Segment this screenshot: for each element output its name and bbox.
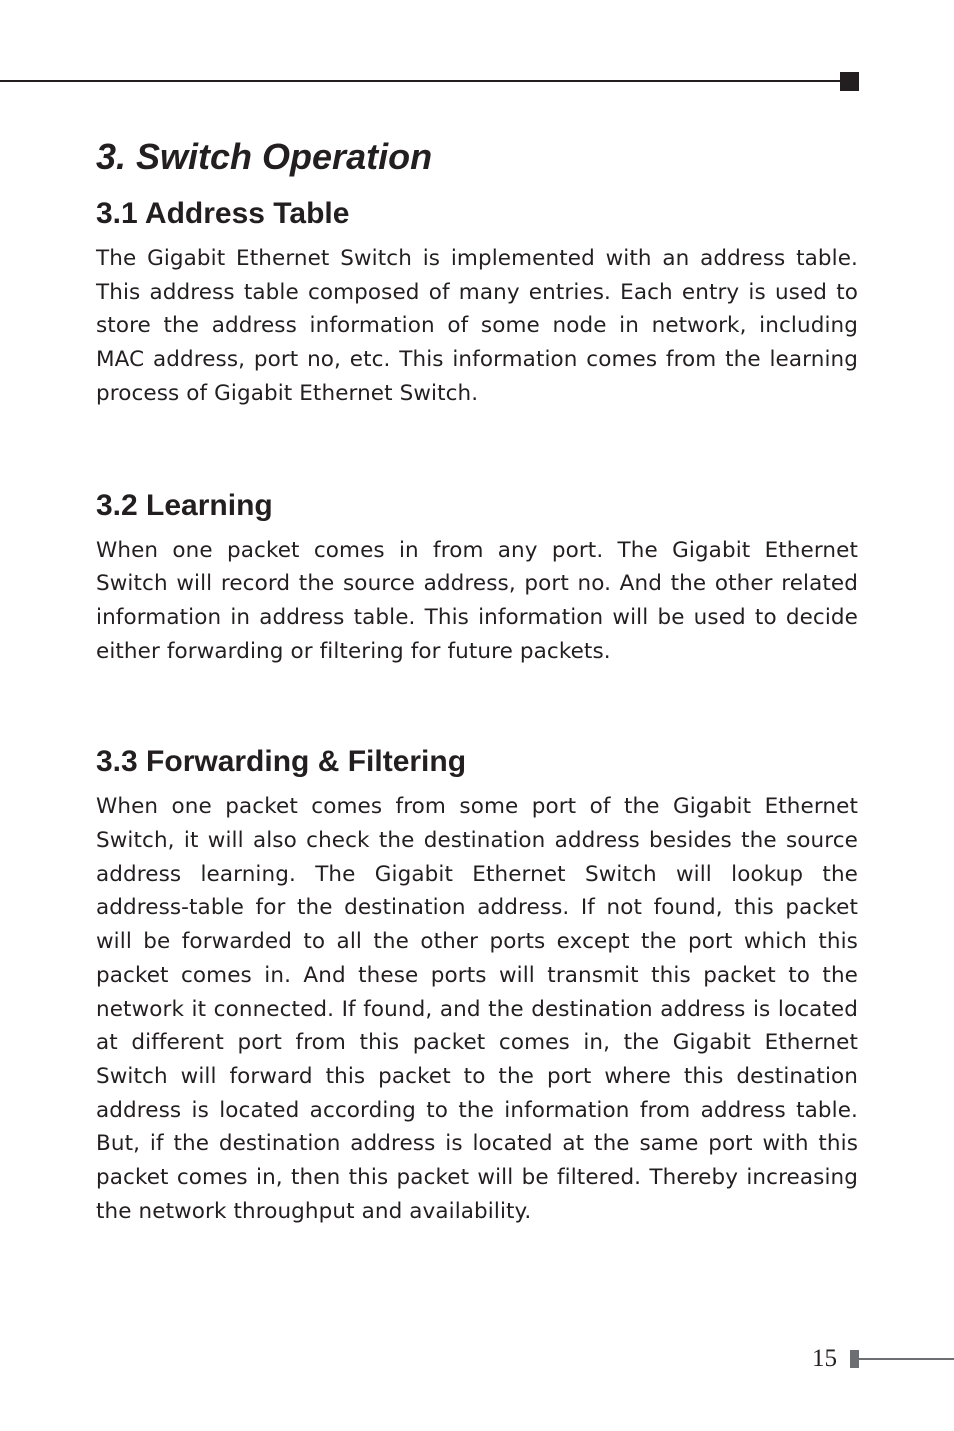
page-content <box>96 132 858 1228</box>
section-body-address-table: The Gigabit Ethernet Switch is implemented with an address table. This address table composed of many entries. Each entry is used to store the address information of some node in network, including MAC address, port no, etc. This information comes from the learning process of Gigabit Ethernet Switch. <box>96 246 858 406</box>
section-heading-address-table: 3.1 Address Table <box>96 197 350 230</box>
section-body-learning: When one packet comes in from any port. The Gigabit Ethernet Switch will record the source address, port no. And the other related information in address table. This information will be used to decide either forwarding or filtering for future packets. <box>96 537 858 664</box>
header-square-marker <box>840 72 859 91</box>
footer-rule <box>859 1358 954 1360</box>
section-body-forwarding-filtering: When one packet comes from some port of the Gigabit Ethernet Switch, it will also check the destination address besides the source address learning. The Gigabit Ethernet Switch will lookup the address-table for the destination address. If not found, this packet will be forwarded to all the other ports except the port which this packet comes in. And these ports will transmit this packet to the network it connected. If found, and the destination address is located at different port from this packet comes in, the Gigabit Ethernet Switch will forward this packet to the port where this destination address is located according to the information from address table. But, if the destination address is located at the same port with this packet comes in, then this packet will be filtered. Thereby increasing the network throughput and availability. <box>96 794 858 1224</box>
section-heading-learning: 3.2 Learning <box>96 488 273 522</box>
page-number: 15 <box>812 1345 837 1372</box>
section-heading-forwarding-filtering: 3.3 Forwarding & Filtering <box>96 745 467 779</box>
header-rule <box>0 80 842 82</box>
footer-marker <box>850 1350 859 1368</box>
chapter-title: 3. Switch Operation <box>96 136 433 177</box>
